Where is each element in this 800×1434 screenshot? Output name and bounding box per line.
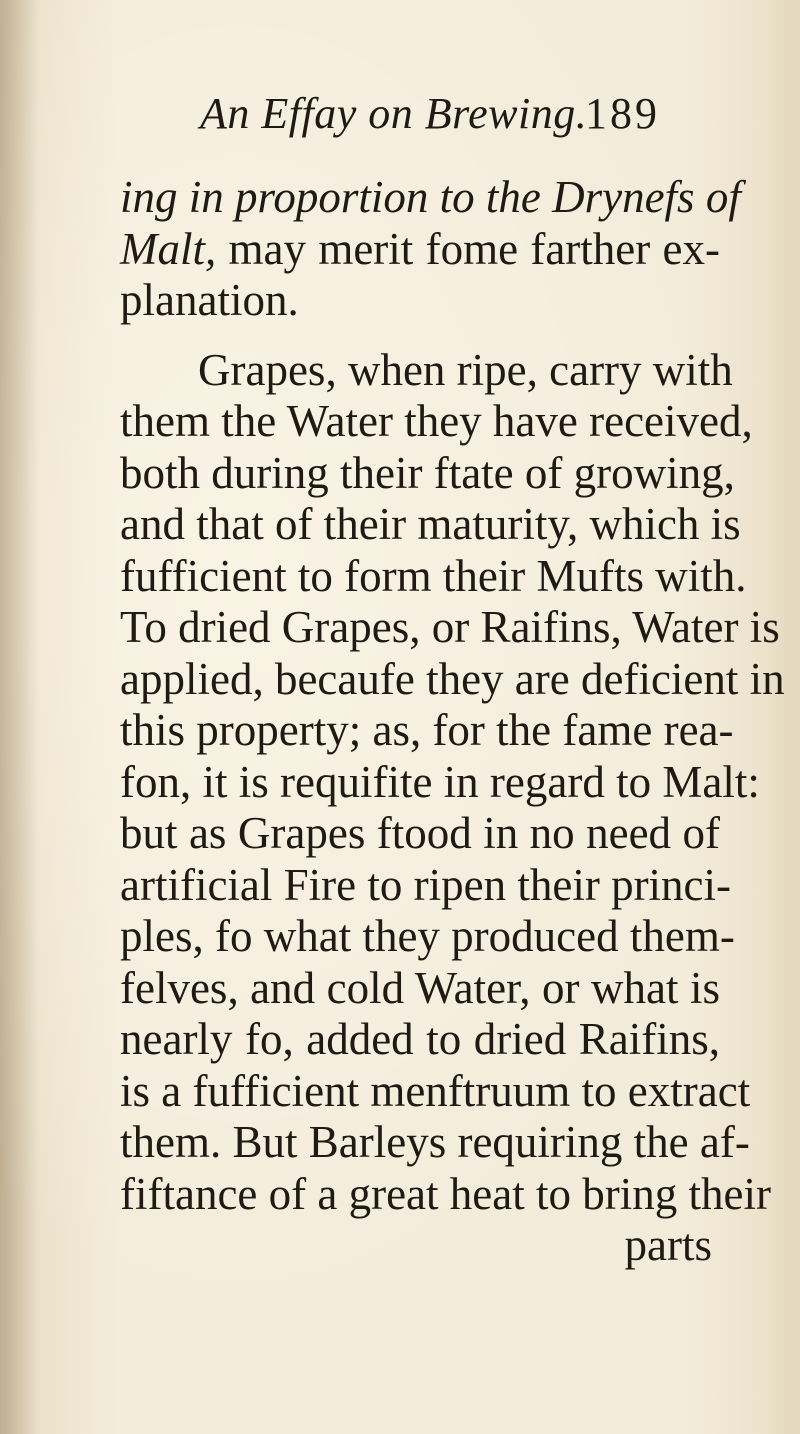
text-line: but as Grapes ftood in no need of xyxy=(120,808,720,858)
text-line: artificial Fire to ripen their princi- xyxy=(120,859,732,910)
paragraph-gap xyxy=(120,327,720,345)
text-line: Grapes, when ripe, carry with xyxy=(198,344,733,395)
text-line: and that of their maturity, which is xyxy=(120,499,741,549)
text-line: ples, fo what they produced them- xyxy=(120,911,735,961)
page-number: 189 xyxy=(585,89,660,138)
page-header xyxy=(200,88,660,158)
italic-word: Malt, xyxy=(120,223,217,274)
text-line xyxy=(120,172,741,224)
text-line: them the Water they have received, xyxy=(120,396,753,446)
text-line: fufficient to form their Mufts with. xyxy=(120,550,747,601)
page-body xyxy=(120,172,785,1272)
text-fragment: may merit fome farther ex- xyxy=(216,223,720,274)
text-line: fiftance of a great heat to bring their xyxy=(120,1168,771,1219)
text-line: fon, it is requifite in regard to Malt: xyxy=(120,756,760,807)
running-title: An Effay on Brewing. xyxy=(200,89,588,138)
text-line: felves, and cold Water, or what is xyxy=(120,962,720,1013)
page-gutter-shadow xyxy=(0,0,38,1434)
text-line: them. But Barleys requiring the af- xyxy=(120,1117,750,1167)
text-line xyxy=(120,224,720,276)
text-line: is a fufficient menftruum to extract xyxy=(120,1065,751,1116)
catchword: parts xyxy=(624,1220,712,1270)
italic-phrase: ing in proportion to the Drynefs of xyxy=(120,172,741,222)
text-line: To dried Grapes, or Raifins, Water is xyxy=(120,602,780,652)
text-line: nearly fo, added to dried Raifins, xyxy=(120,1014,720,1064)
text-line: both during their ftate of growing, xyxy=(120,447,735,498)
text-line: applied, becaufe they are deficient in xyxy=(120,653,785,704)
text-line: planation. xyxy=(120,275,299,325)
text-line: this property; as, for the fame rea- xyxy=(120,705,734,755)
